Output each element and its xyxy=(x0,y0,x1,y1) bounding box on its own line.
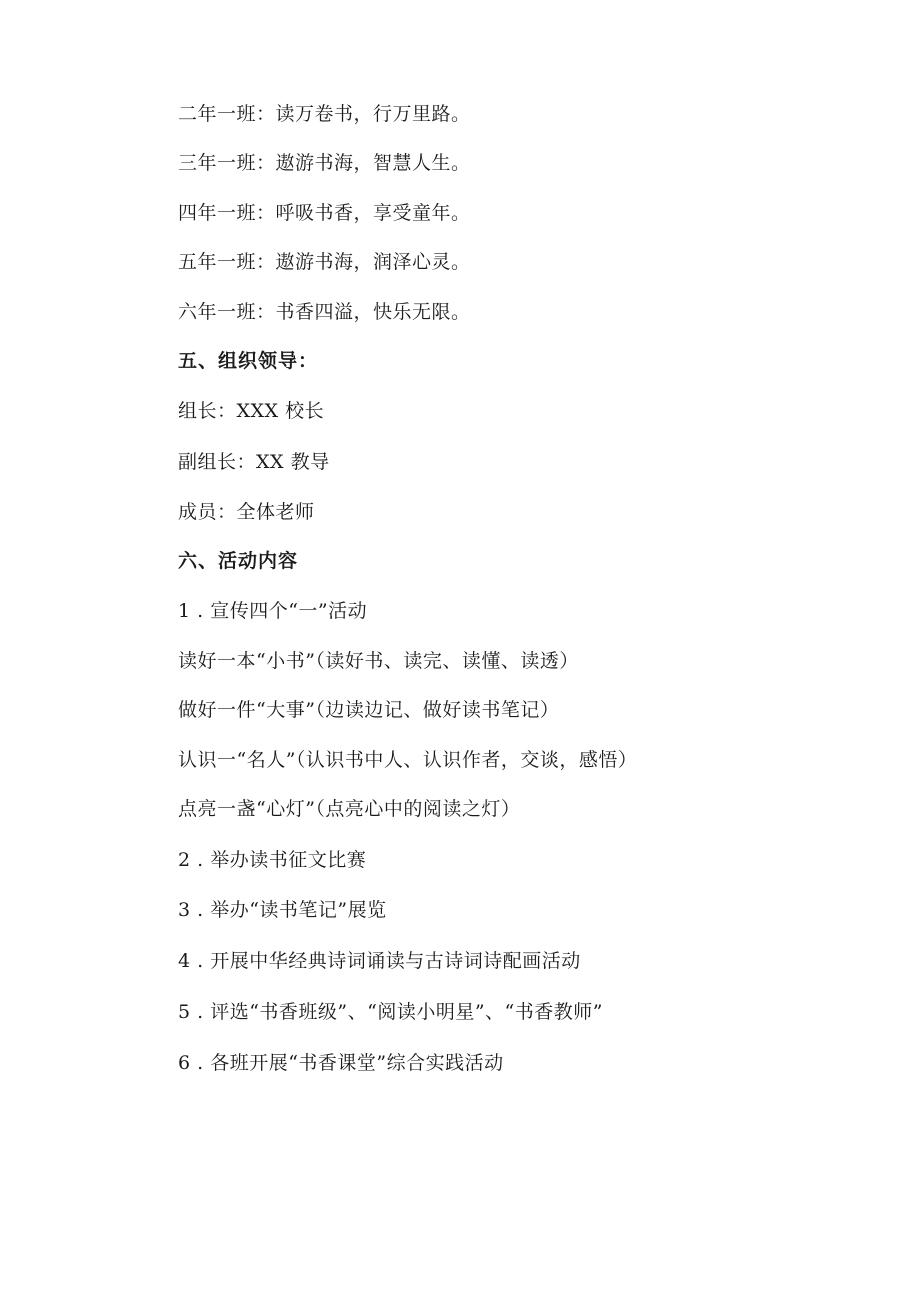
class-slogan-grade-2: 二年一班：读万卷书，行万里路。 xyxy=(178,103,471,125)
activity-sub-item: 做好一件“大事”（边读边记、做好读书笔记） xyxy=(178,699,560,721)
class-slogan-grade-5: 五年一班：遨游书海，润泽心灵。 xyxy=(178,251,471,273)
class-slogan-grade-6: 六年一班：书香四溢，快乐无限。 xyxy=(178,301,471,323)
class-slogan-grade-3: 三年一班：遨游书海，智慧人生。 xyxy=(178,152,471,174)
activity-sub-item: 读好一本“小书”（读好书、读完、读懂、读透） xyxy=(178,650,579,672)
class-slogan-grade-4: 四年一班：呼吸书香，享受童年。 xyxy=(178,202,471,224)
activity-sub-item: 点亮一盏“心灯”（点亮心中的阅读之灯） xyxy=(178,798,521,820)
activity-item-2: 2 . 举办读书征文比赛 xyxy=(178,849,367,871)
activity-item-3: 3 . 举办“读书笔记”展览 xyxy=(178,899,387,921)
activity-item-4: 4 . 开展中华经典诗词诵读与古诗词诗配画活动 xyxy=(178,950,581,972)
activity-sub-item: 认识一“名人”（认识书中人、认识作者，交谈，感悟） xyxy=(178,749,638,771)
activity-item-6: 6 . 各班开展“书香课堂”综合实践活动 xyxy=(178,1052,504,1074)
organization-leader: 组长：XXX 校长 xyxy=(178,400,325,422)
activity-item-1: 1 . 宣传四个“一”活动 xyxy=(178,600,368,622)
organization-deputy-leader: 副组长：XX 教导 xyxy=(178,451,330,473)
activities-heading: 六、活动内容 xyxy=(178,550,299,572)
activity-item-5: 5 . 评选“书香班级”、“阅读小明星”、“书香教师” xyxy=(178,1001,603,1023)
organization-heading: 五、组织领导： xyxy=(178,350,319,372)
organization-members: 成员：全体老师 xyxy=(178,501,315,523)
